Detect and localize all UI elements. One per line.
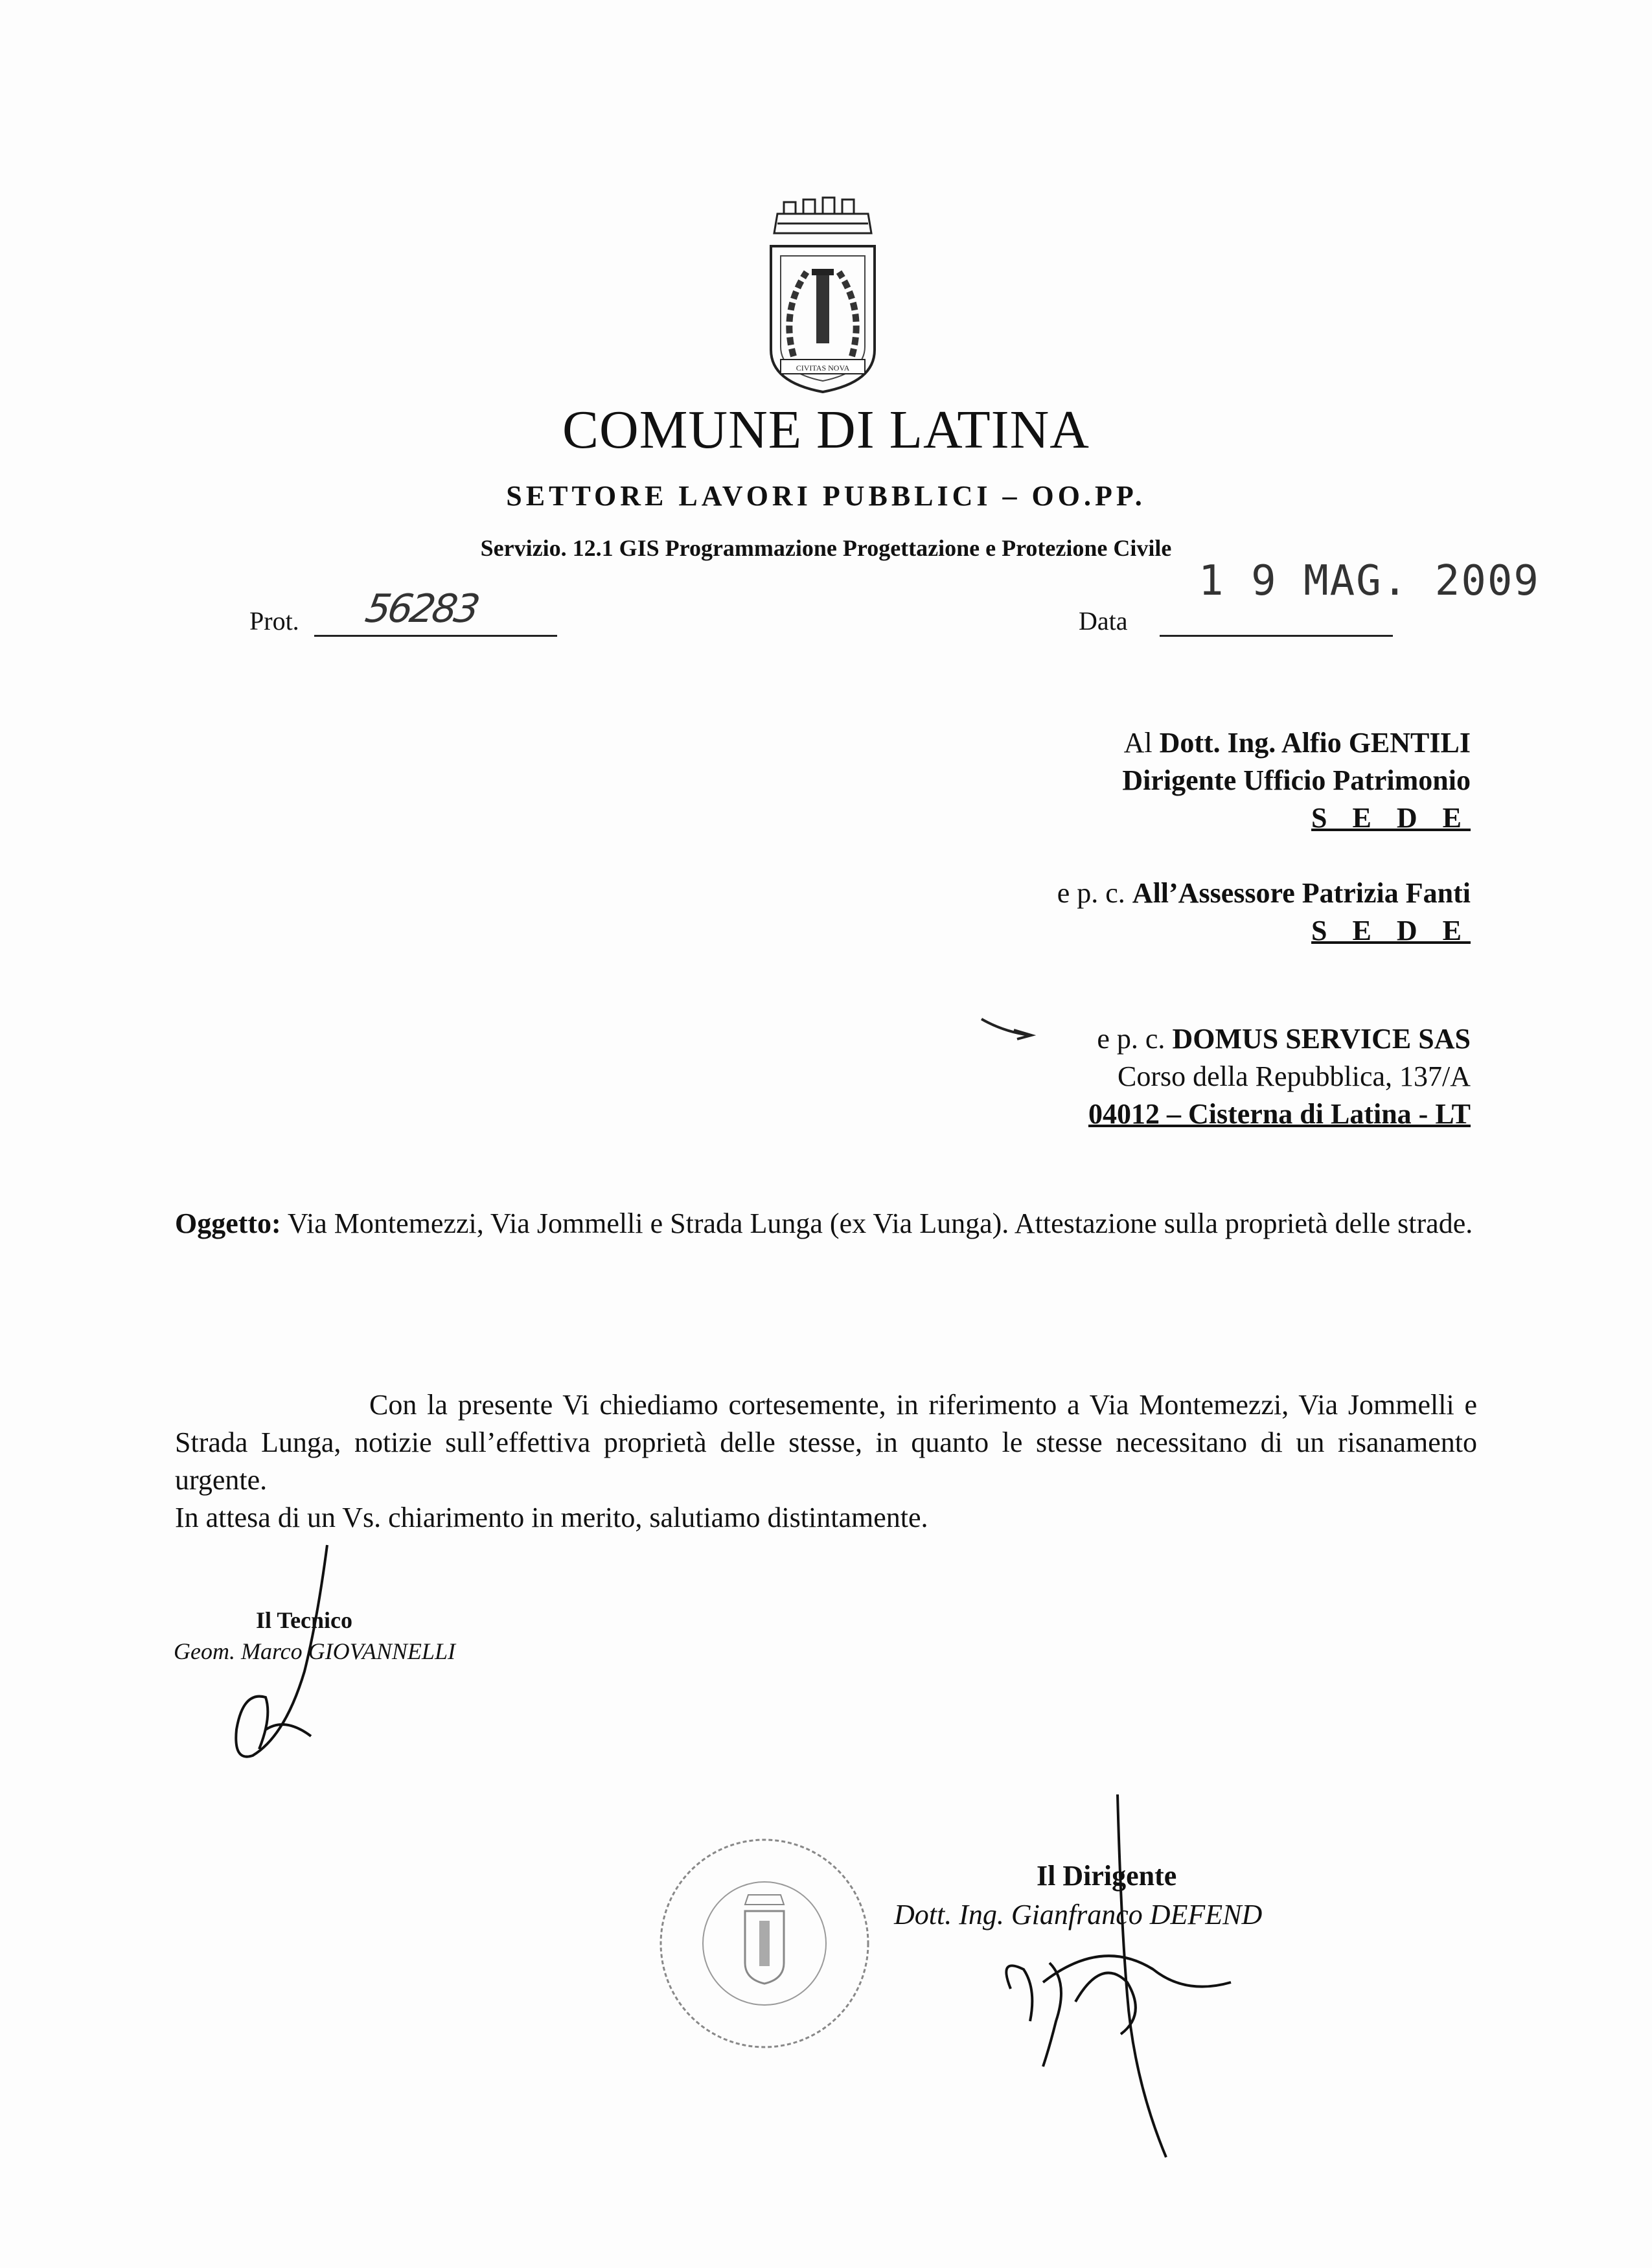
- handwritten-arrow-icon: [978, 1016, 1037, 1042]
- cc2-prefix: e p. c.: [1097, 1023, 1173, 1055]
- dirigente-name: Dott. Ing. Gianfranco DEFEND: [894, 1899, 1263, 1930]
- recipient-name: Dott. Ing. Alfio GENTILI: [1159, 727, 1471, 759]
- tecnico-role: Il Tecnico: [256, 1607, 353, 1633]
- subject: [175, 1205, 1477, 1243]
- municipality-title: COMUNE DI LATINA: [562, 400, 1090, 460]
- subject-label: Oggetto:: [175, 1208, 281, 1239]
- date-stamp: 1 9 MAG. 2009: [1199, 557, 1540, 605]
- letter-body: [175, 1386, 1477, 1537]
- cc2-address: Corso della Repubblica, 137/A: [1117, 1060, 1471, 1092]
- dirigente-role: Il Dirigente: [1037, 1860, 1177, 1892]
- cc1-name: All’Assessore Patrizia Fanti: [1132, 877, 1471, 909]
- city-emblem: [761, 194, 884, 402]
- recipient-cc2: [1088, 1020, 1471, 1133]
- cc2-city: 04012 – Cisterna di Latina - LT: [1088, 1098, 1471, 1130]
- recipient-primary: [1122, 724, 1471, 837]
- department-subtitle: SETTORE LAVORI PUBBLICI – OO.PP.: [506, 480, 1146, 512]
- cc1-prefix: e p. c.: [1057, 877, 1132, 909]
- protocol-number: 56283: [361, 586, 481, 632]
- recipient-role: Dirigente Ufficio Patrimonio: [1122, 764, 1471, 796]
- tecnico-name: Geom. Marco GIOVANNELLI: [174, 1638, 455, 1664]
- recipient-location: S E D E: [1311, 802, 1471, 834]
- svg-text:CIVITAS NOVA: CIVITAS NOVA: [796, 363, 850, 372]
- dirigente-signature: [972, 1788, 1250, 2164]
- date-underline: [1160, 635, 1393, 637]
- cc1-location: S E D E: [1311, 915, 1471, 946]
- subject-text: Via Montemezzi, Via Jommelli e Strada Lunga (ex Via Lunga). Attestazione sulla proprietà delle strade.: [281, 1208, 1473, 1239]
- recipient-prefix: Al: [1123, 727, 1160, 759]
- cc2-name: DOMUS SERVICE SAS: [1172, 1023, 1471, 1055]
- date-label: Data: [1079, 606, 1128, 636]
- service-line: Servizio. 12.1 GIS Programmazione Progettazione e Protezione Civile: [480, 535, 1172, 561]
- protocol-label: Prot.: [249, 606, 299, 636]
- body-paragraph-1: Con la presente Vi chiediamo cortesemente, in riferimento a Via Montemezzi, Via Jommelli e Strada Lunga, notizie sull’effettiva proprietà delle stesse, in quanto le stesse necessitano di un risanamento urgente.: [175, 1389, 1477, 1496]
- recipient-cc1: [1057, 875, 1471, 950]
- official-seal: [648, 1833, 881, 2054]
- body-paragraph-2: In attesa di un Vs. chiarimento in merito, salutiamo distintamente.: [175, 1502, 928, 1533]
- protocol-underline: [314, 635, 557, 637]
